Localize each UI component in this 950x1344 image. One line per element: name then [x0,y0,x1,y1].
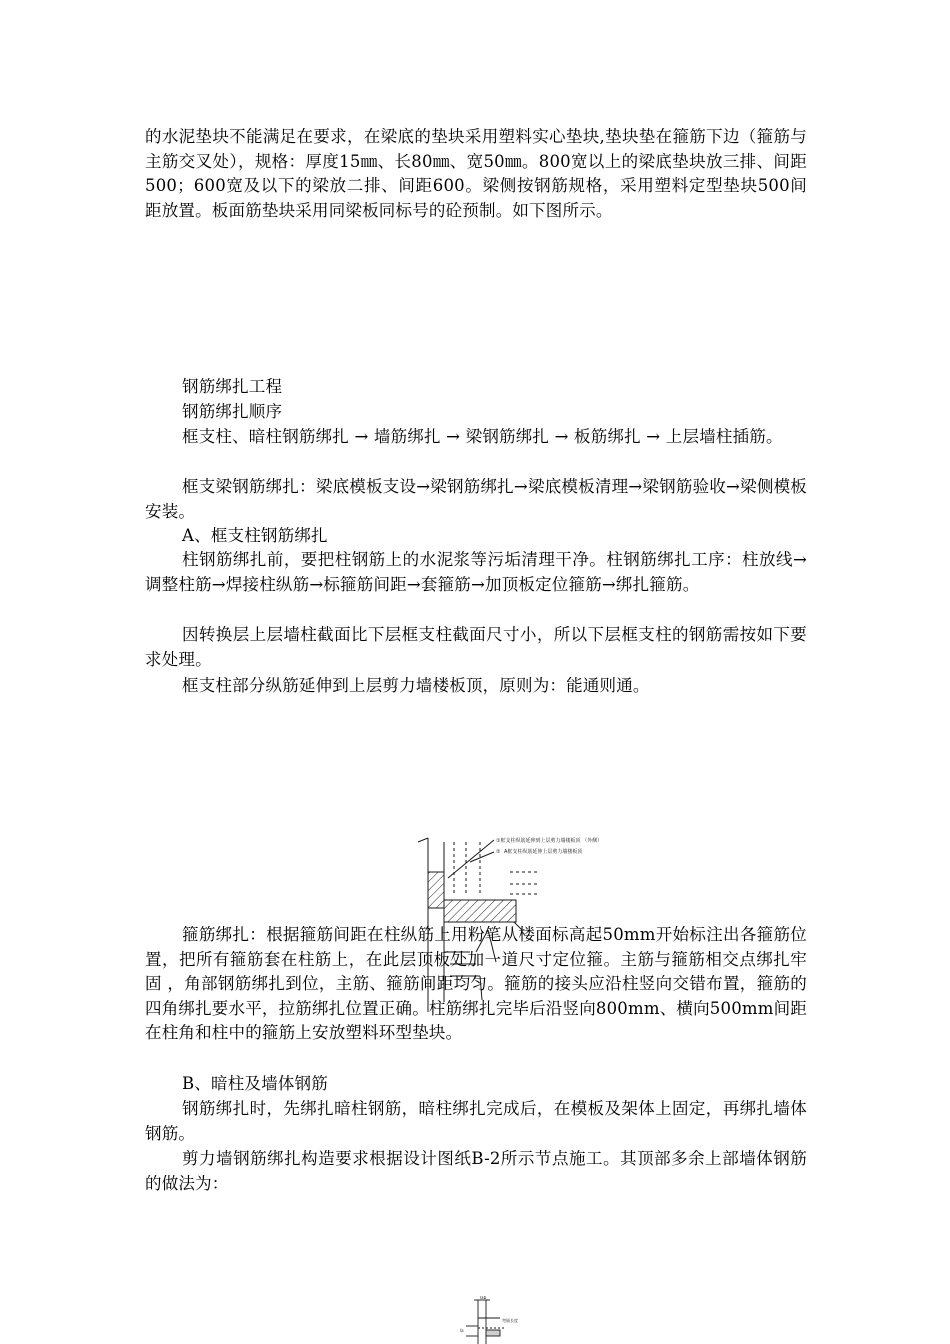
paragraph-wall-binding: 钢筋绑扎时，先绑扎暗柱钢筋，暗柱绑扎完成后，在模板及架体上固定，再绑扎墙体钢筋。 [145,1099,807,1143]
label-extension-note: ①框支柱纵筋延伸到上层剪力墙楼板顶 （外侧） [496,838,603,844]
wall-top-labels [460,1296,518,1333]
subheading-section-a: A、框支柱钢筋绑扎 [182,526,328,545]
label-la: la [460,1328,464,1333]
paragraph-section-reduction: 因转换层上层墙柱截面比下层框支柱截面尺寸小，所以下层框支柱的钢筋需按如下要求处理。 [145,625,807,669]
wall-top-drawing [466,1300,504,1344]
label-anchorage-length: 弯锚长度 [502,1318,518,1323]
subheading-binding-sequence: 钢筋绑扎顺序 [182,402,283,421]
paragraph-binding-sequence: 框支柱、暗柱钢筋绑扎 → 墙筋绑扎 → 梁钢筋绑扎 → 板筋绑扎 → 上层墙柱插筋。 [182,427,783,446]
paragraph-column-procedure: 柱钢筋绑扎前，要把柱钢筋上的水泥浆等污垢清理干净。柱钢筋绑扎工序：柱放线→调整柱筋→焊接柱纵筋→标箍筋间距→套箍筋→加顶板定位箍筋→绑扎箍筋。 [145,550,807,594]
subheading-section-b: B、暗柱及墙体钢筋 [182,1074,328,1093]
column-detail-labels [496,837,602,855]
paragraph-stirrup-binding: 箍筋绑扎：根据箍筋间距在柱纵筋上用粉笔从楼面标高起50mm开始标注出各箍筋位置，把所有箍筋套在柱筋上，在此层顶板处加一道尺寸定位箍。主筋与箍筋相交点绑扎牢固 ，角部钢筋绑扎到位，主筋、箍筋间距均匀。箍筋的接头应沿柱竖向交错布置，箍筋的四角绑扎要水平，拉筋绑扎位置正确。柱筋绑扎完毕后沿竖向800mm、横向500mm间距在柱角和柱中的箍筋上安放塑料环型垫块。 [145,925,807,1042]
paragraph-transfer-beam-sequence: 框支梁钢筋绑扎：梁底模板支设→梁钢筋绑扎→梁底模板清理→梁钢筋验收→梁侧模板安装。 [145,477,807,521]
label-extension-note-a: A框支柱纵筋延伸上层剪力墙楼板顶 [504,849,583,855]
wall-top-rebar-detail-figure [444,1296,524,1344]
label-lab: lab [480,1296,487,1300]
paragraph-longitudinal-bars: 框支柱部分纵筋延伸到上层剪力墙楼板顶，原则为：能通则通。 [182,676,650,695]
paragraph-shear-wall-detail: 剪力墙钢筋绑扎构造要求根据设计图纸B-2所示节点施工。其顶部多余上部墙体钢筋的做法为： [145,1149,807,1193]
section-heading-rebar-binding: 钢筋绑扎工程 [182,377,283,396]
label-marker-2: ② [496,849,501,855]
paragraph-spacer-blocks: 的水泥垫块不能满足在要求，在梁底的垫块采用塑料实心垫块,垫块垫在箍筋下边（箍筋与主筋交叉处），规格：厚度15㎜、长80㎜、宽50㎜。800宽以上的梁底垫块放三排、间距500；600宽及以下的梁放二排、间距600。梁侧按钢筋规格，采用塑料定型垫块500间距放置。板面筋垫块采用同梁板同标号的砼预制。如下图所示。 [145,127,807,220]
